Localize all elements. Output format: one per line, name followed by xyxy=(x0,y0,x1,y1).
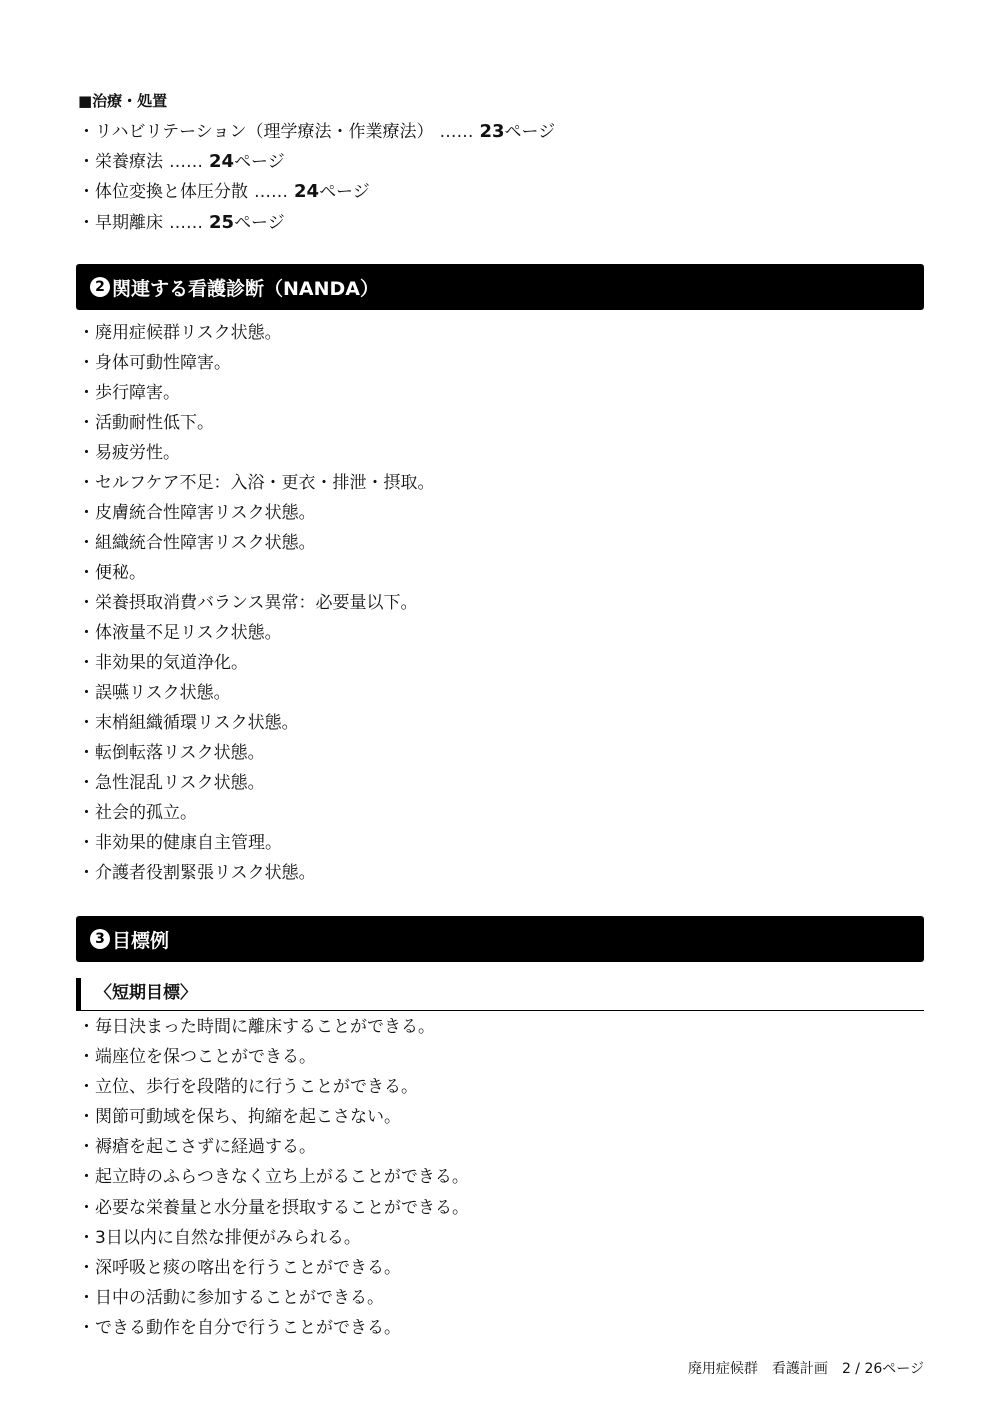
page-reference-number: 24 xyxy=(209,151,235,173)
goal-item: ・褥瘡を起こさずに経過する。 xyxy=(78,1137,316,1158)
diagnosis-item: ・廃用症候群リスク状態。 xyxy=(78,323,282,343)
footer-page-number: 2 / 26ページ xyxy=(841,1361,924,1377)
diagnosis-item: ・栄養摂取消費バランス異常：必要量以下。 xyxy=(78,593,418,613)
section-header-goals xyxy=(76,916,924,962)
treatment-item xyxy=(78,177,555,207)
diagnosis-item: ・活動耐性低下。 xyxy=(78,413,214,433)
goal-item: ・立位、歩行を段階的に行うことができる。 xyxy=(78,1077,418,1098)
page-reference-number: 25 xyxy=(209,211,235,233)
goal-item: ・端座位を保つことができる。 xyxy=(78,1047,316,1068)
goal-item: ・日中の活動に参加することができる。 xyxy=(78,1287,384,1308)
short-term-goals-heading: 〈短期目標〉 xyxy=(76,978,924,1011)
page-reference-suffix: ページ xyxy=(234,152,285,173)
treatment-item xyxy=(78,147,555,177)
section-title: 目標例 xyxy=(112,929,170,952)
diagnosis-item: ・誤嚥リスク状態。 xyxy=(78,683,231,703)
diagnosis-item: ・社会的孤立。 xyxy=(78,803,197,823)
diagnosis-item: ・非効果的気道浄化。 xyxy=(78,653,248,673)
page-reference-number: 23 xyxy=(479,121,505,142)
leader-dots: …… xyxy=(169,152,203,173)
goal-item: ・できる動作を自分で行うことができる。 xyxy=(78,1317,401,1338)
treatment-list xyxy=(78,117,555,238)
treatment-item xyxy=(78,208,555,238)
page-reference-suffix: ページ xyxy=(234,212,285,233)
goal-item: ・起立時のふらつきなく立ち上がることができる。 xyxy=(78,1167,469,1188)
page-reference-number: 24 xyxy=(294,181,320,203)
treatment-item-text: ・リハビリテーション（理学療法・作業療法） xyxy=(78,122,434,142)
leader-dots: …… xyxy=(169,212,203,233)
goal-item: ・深呼吸と痰の喀出を行うことができる。 xyxy=(78,1257,401,1278)
diagnosis-item: ・組織統合性障害リスク状態。 xyxy=(78,533,316,553)
section-header-nursing-diagnosis xyxy=(76,264,924,310)
diagnosis-item: ・セルフケア不足：入浴・更衣・排泄・摂取。 xyxy=(78,473,435,493)
treatment-item-text: ・早期離床 xyxy=(78,212,163,233)
diagnosis-item: ・歩行障害。 xyxy=(78,383,180,403)
diagnosis-item: ・易疲労性。 xyxy=(78,443,180,463)
diagnosis-item: ・非効果的健康自主管理。 xyxy=(78,833,282,853)
short-term-goals-list xyxy=(78,1012,469,1343)
diagnosis-item: ・皮膚統合性障害リスク状態。 xyxy=(78,503,316,523)
leader-dots: …… xyxy=(254,182,288,203)
goal-item: ・関節可動域を保ち、拘縮を起こさない。 xyxy=(78,1107,401,1128)
treatment-item-text: ・体位変換と体圧分散 xyxy=(78,182,248,203)
diagnosis-item: ・転倒転落リスク状態。 xyxy=(78,743,265,763)
page-reference-suffix: ページ xyxy=(504,122,556,142)
goal-item: ・毎日決まった時間に離床することができる。 xyxy=(78,1017,435,1037)
section-title: 関連する看護診断（NANDA） xyxy=(112,277,379,300)
diagnosis-item: ・便秘。 xyxy=(78,563,146,583)
diagnosis-item: ・身体可動性障害。 xyxy=(78,353,231,373)
diagnosis-item: ・介護者役割緊張リスク状態。 xyxy=(78,863,316,883)
goal-item: ・3日以内に自然な排便がみられる。 xyxy=(78,1227,361,1248)
treatment-item-text: ・栄養療法 xyxy=(78,152,163,173)
goal-item: ・必要な栄養量と水分量を摂取することができる。 xyxy=(78,1197,469,1218)
section-number-badge: 3 xyxy=(90,929,110,949)
treatment-heading: ■治療・処置 xyxy=(78,92,168,110)
diagnosis-item: ・末梢組織循環リスク状態。 xyxy=(78,713,299,733)
diagnosis-item: ・急性混乱リスク状態。 xyxy=(78,773,265,793)
leader-dots: …… xyxy=(439,122,474,142)
treatment-item xyxy=(78,117,555,147)
section-number-badge: 2 xyxy=(90,277,110,297)
nursing-diagnosis-list xyxy=(78,318,435,888)
footer-document-title: 廃用症候群 看護計画 xyxy=(687,1361,828,1377)
page-footer xyxy=(688,1359,924,1379)
diagnosis-item: ・体液量不足リスク状態。 xyxy=(78,623,282,643)
page-reference-suffix: ページ xyxy=(319,182,370,203)
